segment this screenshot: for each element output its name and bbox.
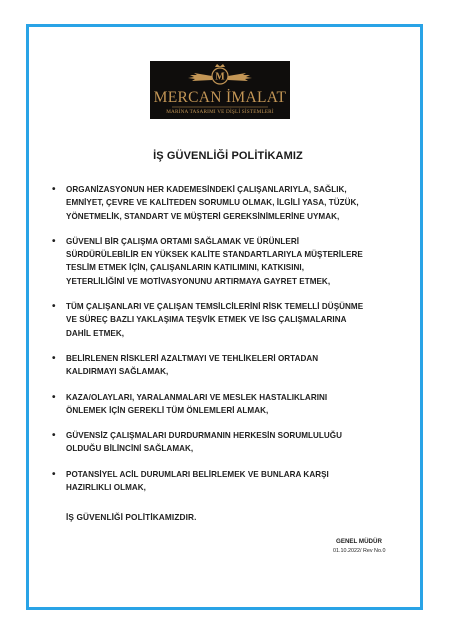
- bullet-icon: •: [52, 430, 56, 442]
- document-title: İŞ GÜVENLİĞİ POLİTİKAMIZ: [153, 150, 303, 162]
- signature-title: GENEL MÜDÜR: [336, 538, 382, 545]
- policy-line: YETERLİLİĞİNİ VE MOTİVASYONUNU ARTIRMAYA GAYRET ETMEK,: [66, 276, 331, 286]
- policy-line: TÜM ÇALIŞANLARI VE ÇALIŞAN TEMSİLCİLERİNİ RİSK TEMELLİ DÜŞÜNME: [66, 302, 364, 312]
- policy-item: [48, 183, 408, 223]
- policy-line: DAHİL ETMEK,: [66, 328, 125, 338]
- bullet-icon: •: [52, 301, 56, 313]
- policy-line: VE SÜREÇ BAZLI YAKLAŞIMA TEŞVİK ETMEK VE İSG ÇALIŞMALARINA: [66, 315, 347, 325]
- bullet-icon: •: [52, 468, 56, 480]
- policy-line: BELİRLENEN RİSKLERİ AZALTMAYI VE TEHLİKELERİ ORTADAN: [66, 353, 319, 363]
- closing-statement: İŞ GÜVENLİĞİ POLİTİKAMIZDIR.: [66, 512, 197, 522]
- policy-line: EMNİYET, ÇEVRE VE KALİTEDEN SORUMLU OLMAK, İLGİLİ YASA, TÜZÜK,: [66, 198, 359, 208]
- policy-item: [48, 352, 408, 379]
- policy-item: [48, 429, 408, 456]
- policy-line: KALDIRMAYI SAĞLAMAK,: [66, 367, 169, 377]
- signature-date: 01.10.2022/ Rev No.0: [333, 548, 386, 554]
- policy-item: [48, 300, 408, 340]
- logo-title: MERCAN İMALAT: [153, 89, 287, 106]
- policy-line: GÜVENLİ BİR ÇALIŞMA ORTAMI SAĞLAMAK VE ÜRÜNLERİ: [66, 236, 300, 246]
- policy-line: SÜRDÜRÜLEBİLİR EN YÜKSEK KALİTE STANDARTLARIYLA MÜŞTERİLERE: [66, 250, 363, 260]
- policy-line: YÖNETMELİK, STANDART VE MÜŞTERİ GEREKSİNİMLERİNE UYMAK,: [66, 211, 340, 221]
- company-logo: [150, 61, 290, 119]
- svg-text:M: M: [215, 71, 225, 83]
- policy-line: GÜVENSİZ ÇALIŞMALARI DURDURMANIN HERKESİN SORUMLULUĞU: [66, 431, 343, 441]
- policy-line: ÖNLEMEK İÇİN GEREKLİ TÜM ÖNLEMLERİ ALMAK,: [66, 405, 269, 415]
- policy-line: OLDUĞU BİLİNCİNİ SAĞLAMAK,: [66, 444, 194, 454]
- policy-line: POTANSİYEL ACİL DURUMLARI BELİRLEMEK VE BUNLARA KARŞI: [66, 469, 329, 479]
- bullet-icon: •: [52, 235, 56, 247]
- bullet-icon: •: [52, 184, 56, 195]
- bullet-icon: •: [52, 391, 56, 403]
- bullet-icon: •: [52, 352, 56, 364]
- policy-list: [48, 183, 408, 506]
- policy-line: ORGANİZASYONUN HER KADEMESİNDEKİ ÇALIŞANLARIYLA, SAĞLIK,: [66, 185, 347, 194]
- policy-line: TESLİM ETMEK İÇİN, ÇALIŞANLARIN KATILIMINI, KATKISINI,: [66, 263, 305, 273]
- policy-item: [48, 235, 408, 288]
- policy-item: [48, 391, 408, 418]
- logo-subtitle: MARİNA TASARIMI VE DİŞLİ SİSTEMLERİ: [166, 109, 274, 115]
- policy-item: [48, 468, 408, 495]
- policy-line: KAZA/OLAYLARI, YARALANMALARI VE MESLEK HASTALIKLARINI: [66, 392, 328, 402]
- policy-line: HAZIRLIKLI OLMAK,: [66, 483, 146, 493]
